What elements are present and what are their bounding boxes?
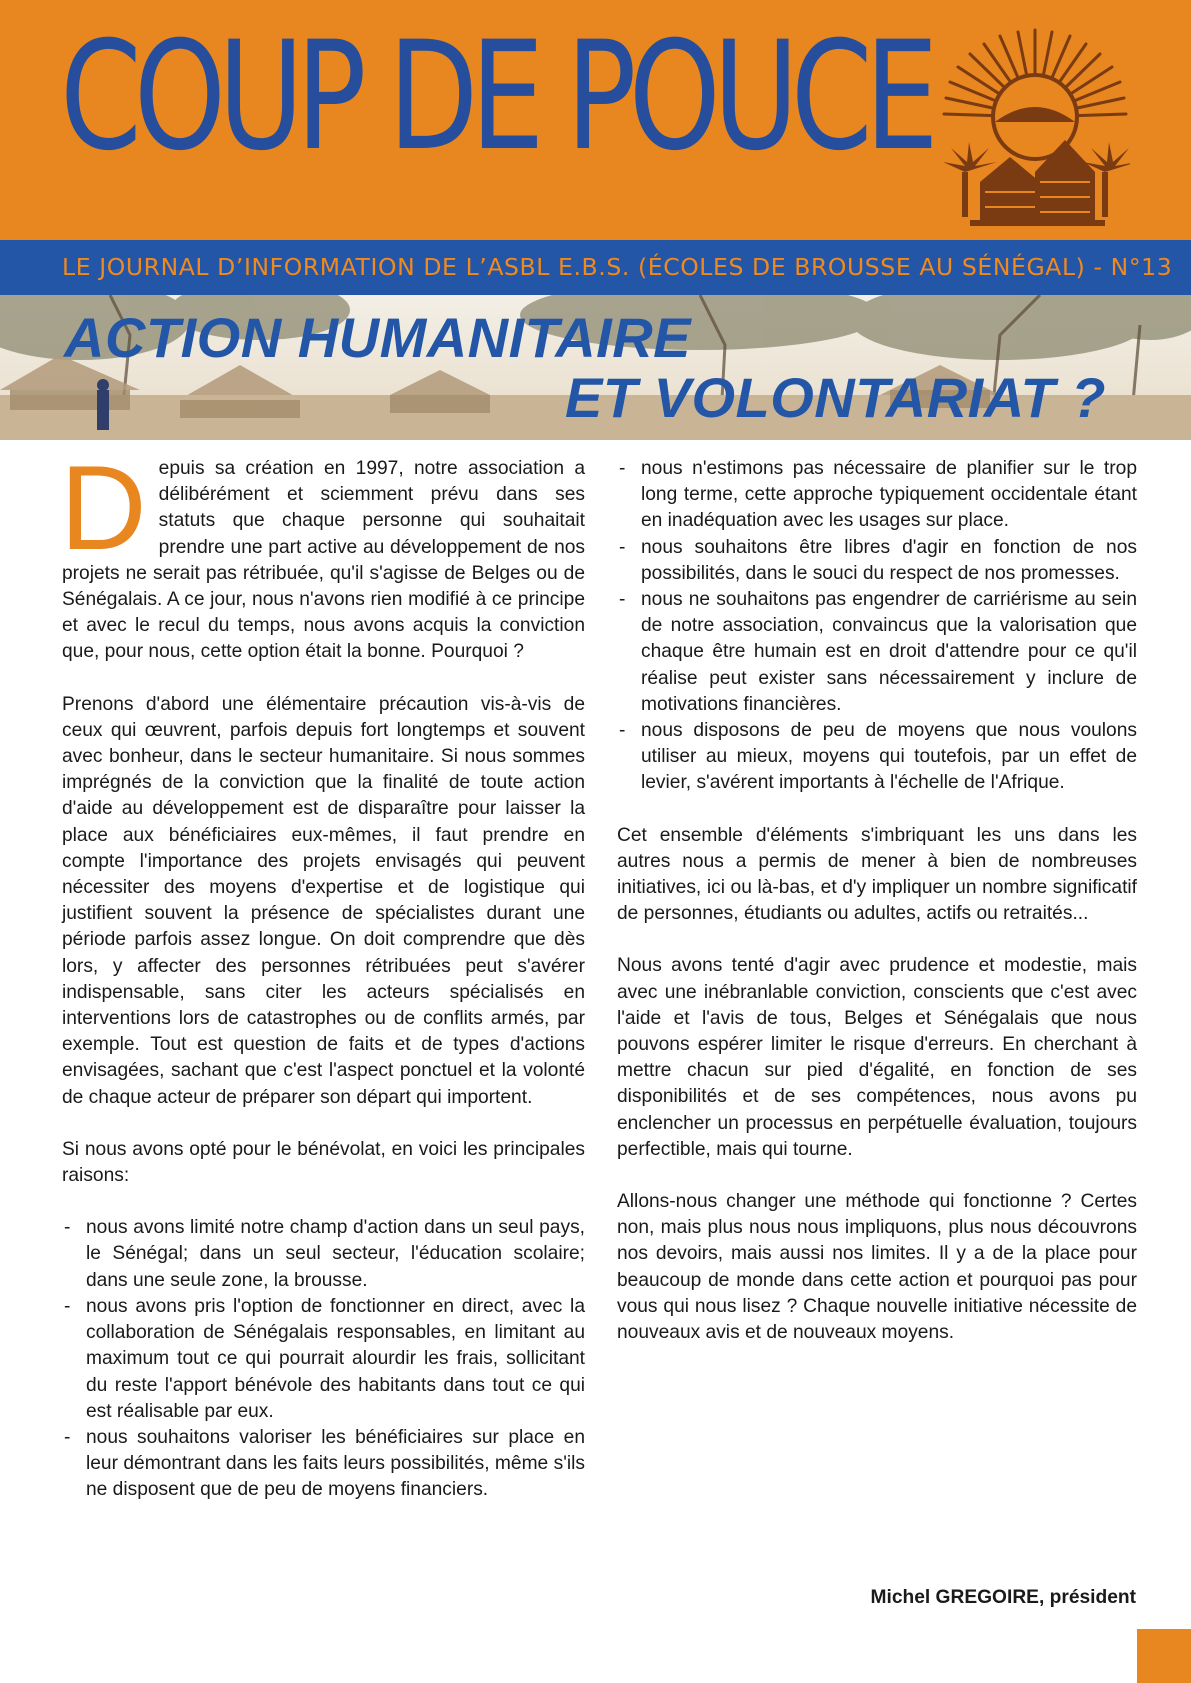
journal-subtitle: LE JOURNAL D’INFORMATION DE L’ASBL E.B.S. (ÉCOLES DE BROUSSE AU SÉNÉGAL) - N°13 [62, 253, 1173, 281]
list-item: - nous avons limité notre champ d'action dans un seul pays, le Sénégal; dans un seul secteur, l'éducation scolaire; dans une seule zone, la brousse. [62, 1215, 585, 1294]
paragraph-4: Cet ensemble d'éléments s'imbriquant les uns dans les autres nous a permis de mener à bien de nombreuses initiatives, ici ou là-bas, et d'y impliquer un nombre significatif de personnes, étudiants ou adultes, actifs ou retraités... [617, 824, 1137, 925]
list-item: - nous souhaitons valoriser les bénéficiaires sur place en leur démontrant dans les faits leurs possibilités, même s'ils ne disposent que de peu de moyens financiers. [62, 1425, 585, 1504]
list-item: - nous souhaitons être libres d'agir en fonction de nos possibilités, dans le souci du respect de nos promesses. [617, 535, 1137, 587]
headline-line-1: ACTION HUMANITAIRE [64, 306, 692, 369]
page-corner-block [1137, 1629, 1191, 1683]
author-signature: Michel GREGOIRE, président [870, 1587, 1136, 1608]
article-column-left [60, 441, 585, 1504]
paragraph-3: Si nous avons opté pour le bénévolat, en voici les principales raisons: [62, 1138, 585, 1187]
drop-cap: D [60, 441, 147, 575]
intro-text: epuis sa création en 1997, notre association a délibérément et sciemment prévu dans ses statuts que chaque personne qui souhaitait prendre une part active au développement de nos projets ne serait pas rétribuée, qu'il s'agisse de Belges ou de Sénégalais. A ce jour, nous n'avons rien modifié à ce principe et avec le recul du temps, nous avons acquis la conviction que, pour nous, cette option était la bonne. Pourquoi ? [62, 458, 585, 663]
paragraph-5: Nous avons tenté d'agir avec prudence et modestie, mais avec une inébranlable conviction, conscients que c'est avec l'aide et l'avis de tous, Belges et Sénégalais que nous pouvons espérer limiter le risque d'erreurs. En cherchant à mettre chacun sur pied d'égalité, en fonction de ses disponibilités et de ses compétences, nous avons pu enclencher un processus en perpétuelle évaluation, toujours perfectible, mais qui tourne. [617, 955, 1137, 1160]
list-item: - nous ne souhaitons pas engendrer de carriérisme au sein de notre association, convaincus que la valorisation que chaque être humain est en droit d'attendre pour ce qu'il réalise peut exister sans nécessairement y inclure de motivations financières. [617, 587, 1137, 718]
headline-line-2: ET VOLONTARIAT ? [565, 366, 1106, 429]
list-item: - nous n'estimons pas nécessaire de planifier sur le trop long terme, cette approche typiquement occidentale étant en inadéquation avec les usages sur place. [617, 456, 1137, 535]
reasons-list-right [617, 456, 1137, 797]
paragraph-6: Allons-nous changer une méthode qui fonctionne ? Certes non, mais plus nous nous impliquons, plus nous découvrons nos devoirs, mais aussi nos limites. Il y a de la place pour beaucoup de monde dans cette action et pourquoi pas pour vous qui nous lisez ? Chaque nouvelle initiative nécessite de nouveaux avis et de nouveaux moyens. [617, 1191, 1137, 1344]
reasons-list-left [62, 1215, 585, 1503]
paragraph-2: Prenons d'abord une élémentaire précaution vis-à-vis de ceux qui œuvrent, parfois depuis fort longtemps et souvent avec bonheur, dans le secteur humanitaire. Si nous sommes imprégnés de la conviction que la finalité de toute action d'aide au développement est de disparaître pour laisser la place aux bénéficiaires eux-mêmes, il faut prendre en compte l'importance des projets envisagés qui peuvent nécessiter des moyens d'expertise et de logistique qui justifient souvent la présence de spécialistes durant une période parfois assez longue. On doit comprendre que dès lors, y affecter des personnes rétribuées peut s'avérer indispensable, sans citer les acteurs spécialisés en interventions lors de catastrophes ou de conflits armés, par exemple. Tout est question de faits et de types d'actions envisagées, sachant que c'est l'aspect ponctuel et la volonté de chaque acteur de préparer son départ qui importent. [62, 693, 585, 1108]
masthead [0, 0, 1191, 240]
subtitle-bar [0, 240, 1191, 295]
article-column-right [617, 456, 1137, 1346]
journal-title: COUP DE POUCE [60, 10, 931, 184]
intro-paragraph [60, 441, 585, 666]
list-item: - nous disposons de peu de moyens que nous voulons utiliser au mieux, moyens qui toutefois, par un effet de levier, s'avérent importants à l'échelle de l'Afrique. [617, 718, 1137, 797]
list-item: - nous avons pris l'option de fonctionner en direct, avec la collaboration de Sénégalais responsables, en limitant au maximum tout ce qui pourrait alourdir les frais, sollicitant du reste l'apport bénévole des habitants dans tout ce qui est réalisable par eux. [62, 1294, 585, 1425]
school-sunrise-emblem-icon [940, 22, 1130, 232]
